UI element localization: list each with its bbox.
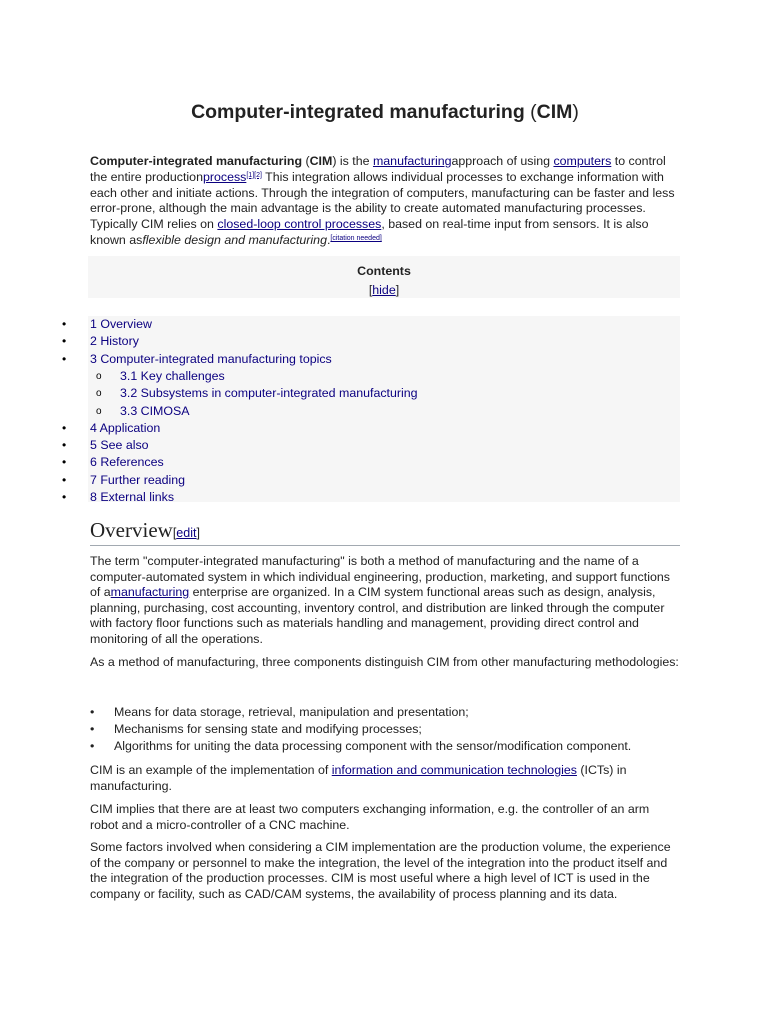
toc-item-label[interactable]: 3.1 Key challenges — [120, 368, 225, 383]
title-paren-close: ) — [572, 101, 579, 123]
toc-title: Contents — [357, 264, 411, 278]
link-manufacturing-2[interactable]: manufacturing — [110, 585, 190, 600]
bullet-dot: • — [90, 722, 95, 736]
overview-paragraph-1 — [90, 554, 680, 648]
intro-paren-open: ( — [302, 154, 310, 168]
link-manufacturing[interactable]: manufacturing — [372, 154, 452, 168]
toc-item-label[interactable]: 1 Overview — [90, 317, 152, 331]
overview-paragraph-2: As a method of manufacturing, three components distinguish CIM from other manufacturing methodologies: — [90, 655, 679, 669]
toc-item-label[interactable]: 3.2 Subsystems in computer-integrated manufacturing — [120, 386, 418, 401]
overview-paragraph-3 — [90, 763, 680, 794]
title-abbr: CIM — [536, 101, 573, 123]
toc-item-label[interactable]: 7 Further reading — [90, 472, 186, 487]
link-process[interactable]: process — [202, 169, 247, 184]
intro-bold-term: Computer-integrated manufacturing — [90, 154, 303, 168]
list-item — [90, 704, 680, 721]
link-closed-loop-control[interactable]: closed-loop control processes — [217, 217, 382, 232]
bullet-dot: • — [90, 705, 95, 719]
components-list — [90, 704, 680, 755]
intro-text: This integration allows individual processes to exchange information with each other and initiate actions. Through the integration of computers, manufacturing can be faster and less error-prone, although the main advantage is the ability to create automated manufacturing processes. Typically CIM relies on — [90, 169, 675, 232]
toc-item-label[interactable]: 2 History — [90, 334, 139, 349]
citation-needed[interactable]: [citation needed] — [330, 234, 382, 242]
section-heading-overview — [90, 516, 680, 546]
intro-text: approach of using — [451, 154, 554, 168]
link-computers[interactable]: computers — [553, 154, 612, 168]
title-paren-open: ( — [524, 101, 537, 123]
list-item-text: Algorithms for uniting the data processing component with the sensor/modification component. — [114, 739, 632, 753]
paragraph-text: CIM is an example of the implementation of — [90, 763, 332, 777]
paragraph-text: The term "computer-integrated manufacturing" is both a method of manufacturing and the name of a computer-automated system in which individual engineering, production, marketing, and support functions of a — [90, 554, 670, 600]
toc-bullet: • — [62, 455, 67, 470]
toc-bullet: • — [62, 438, 67, 453]
paragraph-text: (ICTs) in manufacturing. — [90, 763, 627, 793]
toc-hide-link[interactable]: hide — [372, 283, 396, 297]
toc-bullet: o — [96, 388, 102, 400]
title-main: Computer-integrated manufacturing — [191, 101, 525, 123]
toc-bullet: o — [96, 405, 102, 417]
toc-hide-toggle — [88, 283, 680, 297]
page-title — [90, 99, 680, 125]
toc-bullet: • — [62, 351, 67, 366]
intro-text: . — [326, 232, 331, 247]
toc-bullet: • — [62, 317, 67, 331]
toc-bullet: • — [62, 420, 67, 435]
edit-link[interactable]: edit — [176, 526, 197, 540]
toc-bracket: [ — [368, 283, 373, 297]
toc-bullet: • — [62, 334, 67, 349]
toc-bracket: ] — [395, 283, 400, 297]
bullet-dot: • — [90, 739, 95, 753]
toc-item-label[interactable]: 3.3 CIMOSA — [120, 403, 190, 418]
edit-bracket: ] — [196, 526, 200, 540]
section-title: Overview — [90, 518, 173, 542]
section-edit — [173, 526, 200, 540]
list-item — [90, 721, 680, 738]
intro-text: ) is the — [332, 154, 373, 168]
list-item-text: Mechanisms for sensing state and modifying processes; — [114, 722, 422, 736]
citation-1-2[interactable]: [1][2] — [246, 171, 262, 179]
list-item-text: Means for data storage, retrieval, manipulation and presentation; — [114, 705, 469, 719]
toc-header — [88, 256, 680, 298]
toc-bullet: • — [62, 472, 67, 487]
toc-item-label[interactable]: 6 References — [90, 455, 164, 470]
toc-item-label[interactable]: 4 Application — [90, 420, 161, 435]
toc-item-label[interactable]: 5 See also — [90, 438, 149, 453]
intro-bold-abbr: CIM — [309, 154, 333, 168]
overview-paragraph-4: CIM implies that there are at least two computers exchanging information, e.g. the controller of an arm robot and a micro-controller of a CNC machine. — [90, 802, 650, 832]
intro-paragraph — [90, 154, 680, 249]
toc-bullet: o — [96, 370, 102, 382]
toc-list — [62, 316, 680, 504]
link-ict[interactable]: information and communication technologies — [331, 763, 577, 777]
edit-bracket: [ — [172, 526, 177, 540]
intro-text: , based on real-time input from sensors. It is also known as — [90, 217, 649, 247]
toc-bullet: • — [62, 490, 67, 504]
toc-item-label[interactable]: 8 External links — [90, 490, 175, 504]
toc-item-label[interactable]: 3 Computer-integrated manufacturing topics — [90, 351, 332, 366]
paragraph-text: enterprise are organized. In a CIM system functional areas such as design, analysis, planning, purchasing, cost accounting, inventory control, and distribution are linked through the computer with factory floor functions such as materials handling and management, providing direct control and monitoring of all the operations. — [90, 585, 665, 646]
list-item — [90, 738, 680, 755]
overview-paragraph-5: Some factors involved when considering a CIM implementation are the production volume, the experience of the company or personnel to make the integration, the level of the integration into the product itself and the integration of the production processes. CIM is most useful where a high level of ICT is used in the company or facility, such as CAD/CAM systems, the availability of process planning and its data. — [90, 840, 671, 901]
intro-text: to control the entire production — [90, 154, 666, 184]
intro-italic: flexible design and manufacturing — [142, 232, 327, 247]
